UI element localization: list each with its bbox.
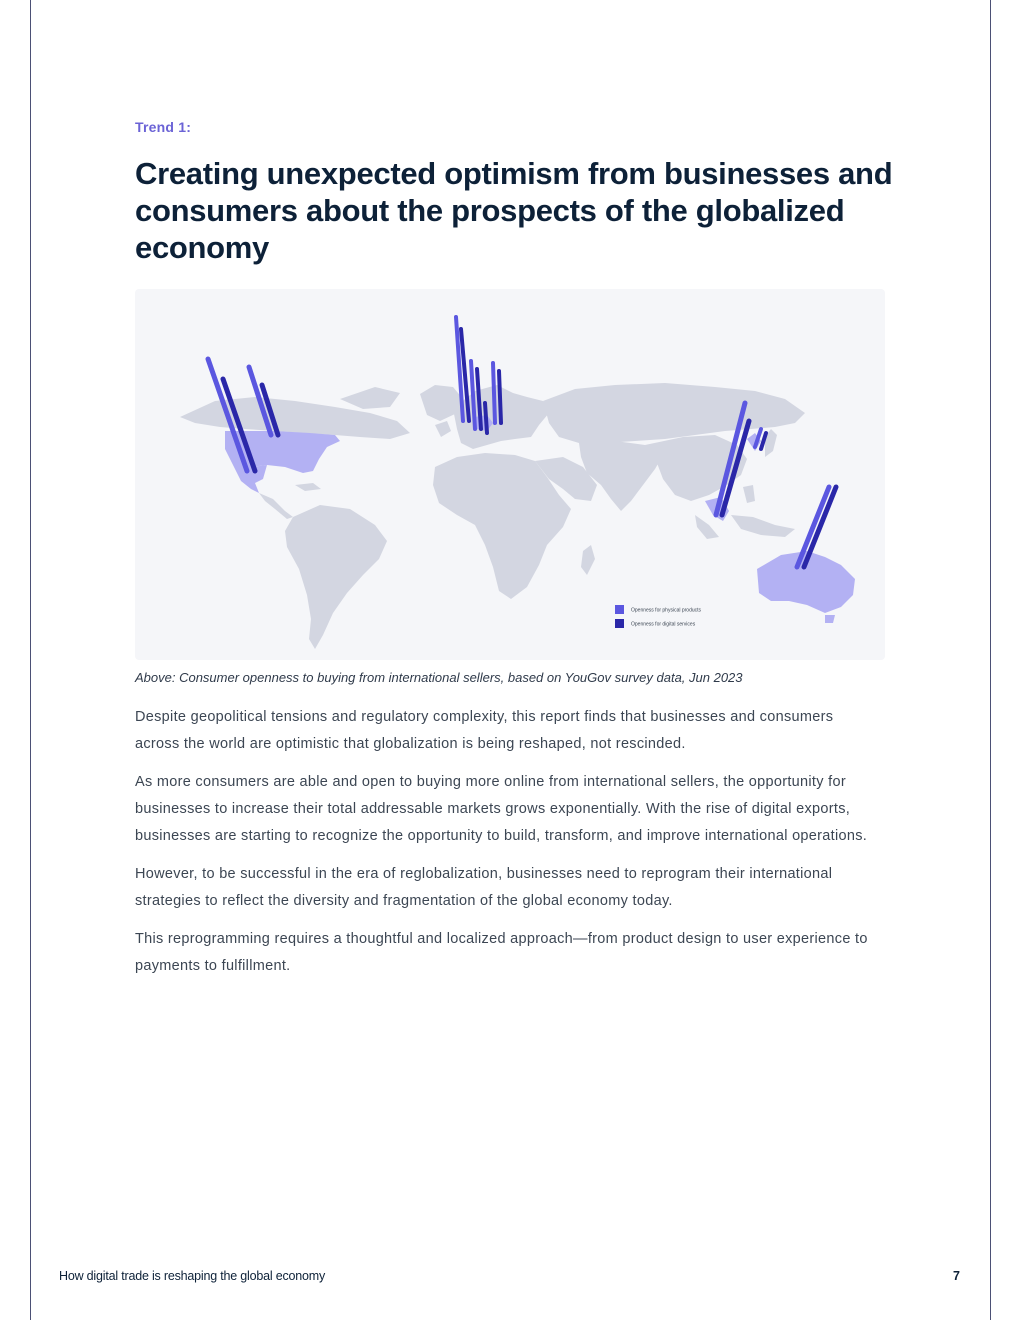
world-map <box>135 289 885 660</box>
map-legend <box>615 605 702 628</box>
paragraph: Despite geopolitical tensions and regulatory complexity, this report finds that businesses and consumers across the world are optimistic that globalization is being reshaped, not rescinded. <box>135 709 834 752</box>
page-border-left <box>30 0 31 1320</box>
world-map-figure <box>135 289 885 660</box>
legend-swatch-digital <box>615 619 624 628</box>
legend-label-physical: Openness for physical products <box>631 607 702 614</box>
page-border-right <box>990 0 991 1320</box>
legend-label-digital: Openness for digital services <box>631 621 696 628</box>
body-text <box>135 704 880 991</box>
legend-swatch-physical <box>615 605 624 614</box>
paragraph: As more consumers are able and open to buying more online from international sellers, the opportunity for businesses to increase their total addressable markets grows exponentially. With the rise of digital exports, businesses are starting to recognize the opportunity to build, transform, and improve international operations. <box>135 774 868 844</box>
footer-document-title: How digital trade is reshaping the global economy <box>59 1269 326 1283</box>
page-title: Creating unexpected optimism from businesses and consumers about the prospects of the globalized economy <box>135 156 893 265</box>
trend-label: Trend 1: <box>135 119 192 135</box>
paragraph: However, to be successful in the era of reglobalization, businesses need to reprogram their international strategies to reflect the diversity and fragmentation of the global economy today. <box>135 866 833 909</box>
land-masses <box>180 383 855 649</box>
page-number: 7 <box>953 1269 960 1283</box>
paragraph: This reprogramming requires a thoughtful and localized approach—from product design to user experience to payments to fulfillment. <box>135 931 868 974</box>
bars-europe <box>456 317 501 433</box>
figure-caption: Above: Consumer openness to buying from international sellers, based on YouGov survey data, Jun 2023 <box>135 670 743 685</box>
